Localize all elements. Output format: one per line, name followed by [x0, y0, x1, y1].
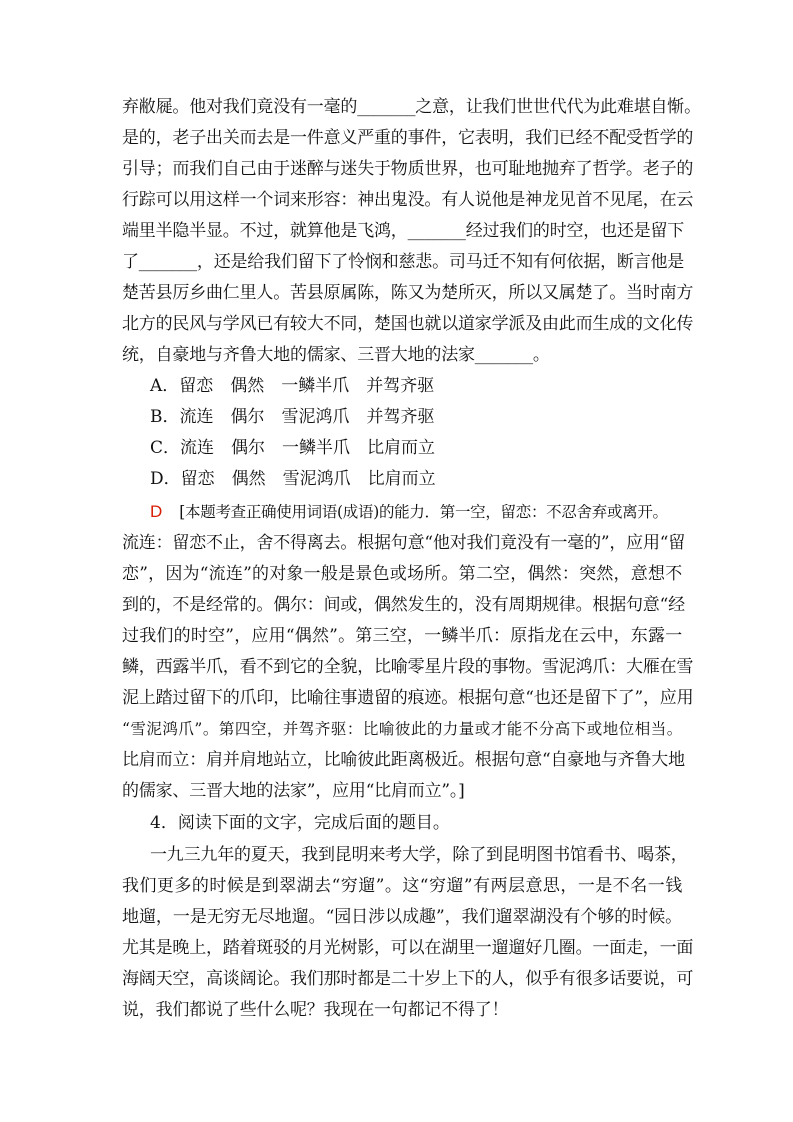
answer-explanation-line: 恋”，因为“流连”的对象一般是景色或场所。第二空，偶然：突然，意想不 [122, 564, 682, 584]
question-4-heading: 4．阅读下面的文字，完成后面的题目。 [150, 813, 450, 833]
passage-line: 端里半隐半显。不过，就算他是飞鸿，_______经过我们的时空，也还是留下 [122, 221, 685, 241]
reading-line: 海阔天空，高谈阔论。我们那时都是二十岁上下的人，似乎有很多话要说，可 [122, 969, 694, 989]
passage-line: 弃敝屣。他对我们竟没有一毫的_______之意，让我们世世代代为此难堪自惭。 [122, 97, 701, 117]
answer-explanation-line: 过我们的时空”，应用“偶然”。第三空，一鳞半爪：原指龙在云中，东露一 [122, 626, 682, 646]
passage-line: 统，自豪地与齐鲁大地的儒家、三晋大地的法家_______。 [122, 345, 550, 365]
answer-explanation-line: 泥上踏过留下的爪印，比喻往事遗留的痕迹。根据句意“也还是留下了”，应用 [122, 688, 694, 708]
reading-line: 一九三九年的夏天，我到昆明来考大学，除了到昆明图书馆看书、喝茶， [150, 845, 688, 865]
option-b: B．流连 偶尔 雪泥鸿爪 并驾齐驱 [150, 407, 435, 427]
passage-line: 楚苦县厉乡曲仁里人。苦县原属陈，陈又为楚所灭，所以又属楚了。当时南方 [122, 283, 694, 303]
reading-line: 我们更多的时候是到翠湖去“穷遛”。这“穷遛”有两层意思，一是不名一钱 [122, 876, 682, 896]
reading-line: 说，我们都说了些什么呢？我现在一句都记不得了！ [122, 1000, 509, 1020]
answer-explanation-line: 的儒家、三晋大地的法家”，应用“比肩而立”。] [122, 781, 465, 801]
answer-first-line [150, 496, 682, 527]
passage-line: 了_______，还是给我们留下了怜悯和慈悲。司马迁不知有何依据，断言他是 [122, 252, 685, 272]
answer-explanation-line: “雪泥鸿爪”。第四空，并驾齐驱：比喻彼此的力量或才能不分高下或地位相当。 [122, 720, 682, 738]
passage-line: 行踪可以用这样一个词来形容：神出鬼没。有人说他是神龙见首不见尾，在云 [122, 190, 694, 210]
passage-line: 引导；而我们自己由于迷醉与迷失于物质世界，也可耻地抛弃了哲学。老子的 [122, 159, 694, 179]
option-a: A．留恋 偶然 一鳞半爪 并驾齐驱 [150, 376, 435, 396]
option-d: D．留恋 偶然 雪泥鸿爪 比肩而立 [150, 469, 436, 489]
reading-line: 地遛，一是无穷无尽地遛。“园日涉以成趣”，我们遛翠湖没有个够的时候。 [122, 907, 682, 927]
answer-letter: D [150, 502, 163, 521]
passage-line: 北方的民风与学风已有较大不同，楚国也就以道家学派及由此而生成的文化传 [122, 314, 694, 334]
option-c: C．流连 偶尔 一鳞半爪 比肩而立 [150, 438, 436, 458]
answer-explanation-line: 到的，不是经常的。偶尔：间或，偶然发生的，没有周期规律。根据句意“经 [122, 595, 685, 615]
reading-line: 尤其是晚上，踏着斑驳的月光树影，可以在湖里一遛遛好几圈。一面走，一面 [122, 938, 694, 958]
answer-explanation-line: 流连：留恋不止，舍不得离去。根据句意“他对我们竟没有一毫的”，应用“留 [122, 533, 686, 553]
answer-explanation-line: 比肩而立：肩并肩地站立，比喻彼此距离极近。根据句意“自豪地与齐鲁大地 [122, 750, 685, 770]
passage-line: 是的，老子出关而去是一件意义严重的事件，它表明，我们已经不配受哲学的 [122, 128, 694, 148]
answer-explanation-line: 鳞，西露半爪，看不到它的全貌，比喻零星片段的事物。雪泥鸿爪：大雁在雪 [122, 657, 694, 677]
answer-explanation-start: [本题考查正确使用词语(成语)的能力．第一空，留恋：不忍舍弃或离开。 [179, 503, 668, 521]
